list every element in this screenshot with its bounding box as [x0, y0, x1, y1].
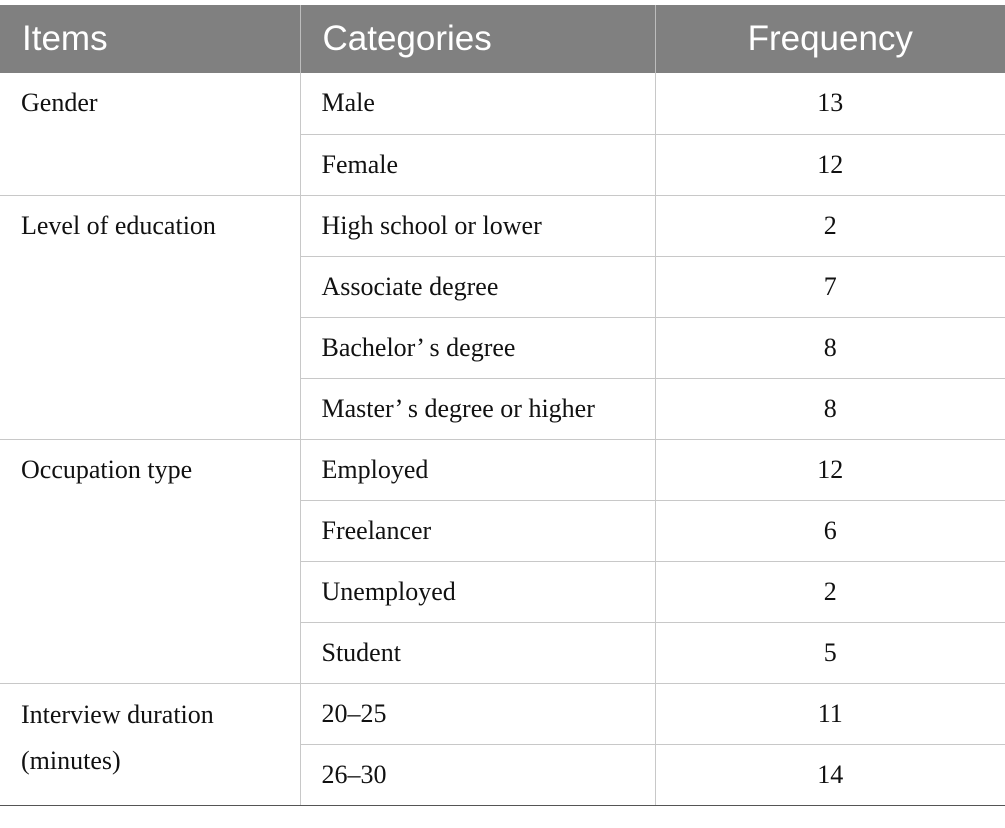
table-row — [0, 439, 1005, 500]
header-row — [0, 5, 1005, 73]
category-cell: Bachelor’ s degree — [300, 317, 655, 378]
frequency-cell: 8 — [655, 317, 1005, 378]
frequency-cell: 12 — [655, 439, 1005, 500]
frequency-cell: 6 — [655, 500, 1005, 561]
header-categories: Categories — [300, 5, 655, 73]
category-cell: Unemployed — [300, 561, 655, 622]
frequency-cell: 12 — [655, 134, 1005, 195]
item-cell: Gender — [0, 73, 300, 195]
table-row — [0, 195, 1005, 256]
table-body — [0, 73, 1005, 805]
table-row — [0, 73, 1005, 134]
category-cell: High school or lower — [300, 195, 655, 256]
category-cell: Associate degree — [300, 256, 655, 317]
item-cell: Interview duration (minutes) — [0, 683, 300, 805]
header-items: Items — [0, 5, 300, 73]
item-cell: Level of education — [0, 195, 300, 439]
table-row — [0, 683, 1005, 744]
category-cell: 20–25 — [300, 683, 655, 744]
frequency-cell: 14 — [655, 744, 1005, 805]
category-cell: Master’ s degree or higher — [300, 378, 655, 439]
table-header — [0, 5, 1005, 73]
demographics-table — [0, 5, 1005, 806]
category-cell: Freelancer — [300, 500, 655, 561]
frequency-cell: 5 — [655, 622, 1005, 683]
category-cell: 26–30 — [300, 744, 655, 805]
category-cell: Female — [300, 134, 655, 195]
header-frequency: Frequency — [655, 5, 1005, 73]
item-cell: Occupation type — [0, 439, 300, 683]
frequency-cell: 7 — [655, 256, 1005, 317]
frequency-cell: 13 — [655, 73, 1005, 134]
frequency-cell: 8 — [655, 378, 1005, 439]
category-cell: Employed — [300, 439, 655, 500]
frequency-cell: 11 — [655, 683, 1005, 744]
category-cell: Student — [300, 622, 655, 683]
category-cell: Male — [300, 73, 655, 134]
frequency-cell: 2 — [655, 195, 1005, 256]
frequency-cell: 2 — [655, 561, 1005, 622]
